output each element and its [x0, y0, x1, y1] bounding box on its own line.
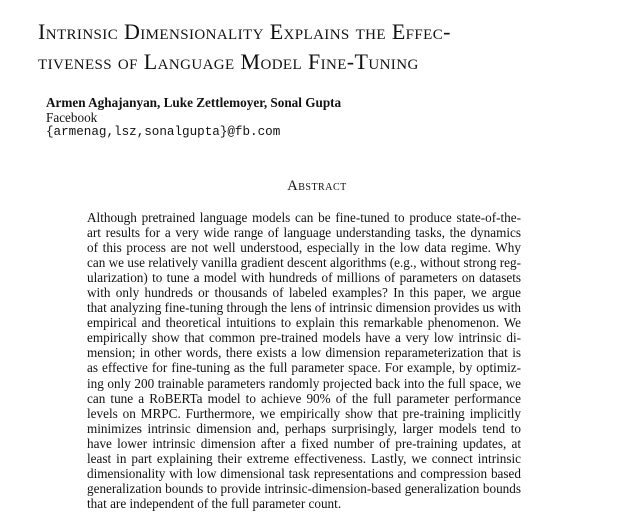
abstract-line: have lower intrinsic dimension after a fixed number of pre-training updates, at	[87, 435, 521, 451]
abstract-line: empirically show that common pre-trained models have a very low intrinsic di-	[87, 330, 521, 346]
abstract-line: levels on MRPC. Furthermore, we empirically show that pre-training implicitly	[87, 405, 521, 421]
abstract-line: can tune a RoBERTa model to achieve 90% of the full parameter performance	[87, 390, 521, 406]
abstract-line: that analyzing fine-tuning through the lens of intrinsic dimension provides us with	[87, 300, 522, 316]
abstract-line: least in part explaining their extreme effectiveness. Lastly, we connect intrinsic	[87, 450, 521, 466]
paper-title	[38, 17, 598, 77]
abstract-line: mension; in other words, there exists a low dimension reparameterization that is	[87, 345, 521, 361]
abstract-line: of this process are not well understood, especially in the low data regime. Why	[87, 240, 521, 256]
author-email: {armenag,lsz,sonalgupta}@fb.com	[46, 125, 281, 139]
abstract-line: ing only 200 trainable parameters randomly projected back into the full space, we	[87, 375, 521, 391]
abstract-line: can we use relatively vanilla gradient descent algorithms (e.g., without strong reg-	[87, 255, 521, 271]
abstract-line: that are independent of the full parameter count.	[87, 495, 342, 511]
author-names: Armen Aghajanyan, Luke Zettlemoyer, Sonal Gupta	[46, 95, 342, 110]
abstract-line: as effective for fine-tuning as the full parameter space. For example, by optimiz-	[87, 360, 521, 376]
abstract-line: art results for a very wide range of language understanding tasks, the dynamics	[87, 225, 521, 241]
abstract-line: empirical and theoretical intuitions to explain this remarkable phenomenon. We	[87, 315, 521, 331]
title-line-2: tiveness of Language Model Fine-Tuning	[38, 49, 419, 74]
abstract-line: minimizes intrinsic dimension and, perhaps surprisingly, larger models tend to	[87, 420, 521, 436]
title-line-1: Intrinsic Dimensionality Explains the Effec-	[38, 19, 451, 44]
author-block	[46, 95, 341, 140]
abstract-line: generalization bounds to provide intrinsic-dimension-based generalization bounds	[87, 480, 521, 496]
abstract-line: Although pretrained language models can be fine-tuned to produce state-of-the-	[87, 210, 521, 225]
abstract-heading: Abstract	[287, 178, 347, 194]
abstract-line: ularization) to tune a model with hundreds of millions of parameters on datasets	[87, 270, 521, 286]
abstract-line: dimensionality with low dimensional task representations and compression based	[87, 465, 521, 481]
abstract-body	[87, 210, 521, 511]
author-affiliation: Facebook	[46, 110, 98, 125]
abstract-line: with only hundreds or thousands of labeled examples? In this paper, we argue	[87, 285, 521, 301]
